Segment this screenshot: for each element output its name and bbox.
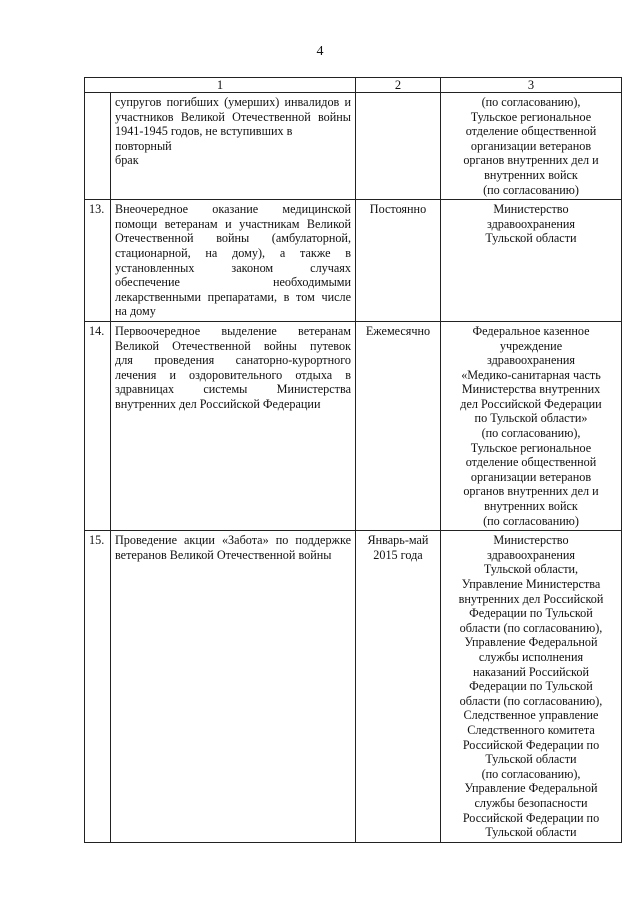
responsible-line: «Медико-санитарная часть <box>461 367 601 382</box>
activity-line: установленных законом случаях <box>115 260 351 275</box>
responsible-cell <box>441 200 622 322</box>
responsible-line: дел Российской Федерации <box>460 396 602 411</box>
term-line: Ежемесячно <box>365 323 431 338</box>
activity-line: здравницах системы Министерства <box>115 382 351 397</box>
activity-cell <box>111 93 356 200</box>
responsible-line: Следственное управление <box>463 708 599 723</box>
responsible-line: внутренних войск <box>484 499 578 514</box>
responsible-cell <box>441 321 622 530</box>
term-cell <box>356 93 441 200</box>
responsible-line: внутренних дел Российской <box>458 591 604 606</box>
row-number-cell: 13. <box>85 200 111 322</box>
row-number-cell: 14. <box>85 321 111 530</box>
activity-line: Великой Отечественной войны путевок <box>115 338 351 353</box>
activity-line: Первоочередное выделение ветеранам <box>115 323 351 338</box>
responsible-line: Тульское региональное <box>470 109 592 124</box>
activity-line: обеспечение необходимыми <box>115 275 351 290</box>
responsible-line: органов внутренних дел и <box>463 153 599 168</box>
activity-line: Отечественной войны (амбулаторной, <box>115 231 351 246</box>
responsible-cell <box>441 93 622 200</box>
term-line: Постоянно <box>369 202 427 217</box>
responsible-line: Управление Федеральной <box>464 635 598 650</box>
header-cell-2: 2 <box>356 78 441 93</box>
activity-line: Проведение акции «Забота» по поддержке <box>115 533 351 548</box>
activity-line: 1941-1945 годов, не вступивших в повторный <box>115 124 293 153</box>
responsible-line: Федерации по Тульской <box>469 679 593 694</box>
responsible-line: Федеральное казенное <box>472 323 590 338</box>
responsible-line: здравоохранения <box>486 216 576 231</box>
header-cell-1: 1 <box>85 78 356 93</box>
activity-cell <box>111 531 356 842</box>
responsible-line: наказаний Российской <box>473 664 589 679</box>
responsible-line: Министерство <box>493 202 569 217</box>
responsible-line: (по согласованию), <box>481 426 581 441</box>
activity-line: Внеочередное оказание медицинской <box>115 202 351 217</box>
responsible-line: Российской Федерации по <box>462 737 600 752</box>
activity-line: лекарственными препаратами, в том числе <box>115 289 351 304</box>
responsible-line: (по согласованию) <box>483 513 579 528</box>
activity-line: лечения и оздоровительного отдыха в <box>115 367 351 382</box>
responsible-line: здравоохранения <box>486 547 576 562</box>
responsible-line: Управление Федеральной <box>464 781 598 796</box>
activity-line: внутренних дел Российской Федерации <box>115 396 321 411</box>
term-line: 2015 года <box>373 547 423 562</box>
activity-plan-table <box>84 77 622 843</box>
responsible-line: учреждение <box>499 338 563 353</box>
activity-line: помощи ветеранам и участникам Великой <box>115 216 351 231</box>
activity-line: брак <box>115 153 139 168</box>
activity-cell <box>111 200 356 322</box>
responsible-line: Российской Федерации по <box>462 810 600 825</box>
term-cell <box>356 531 441 842</box>
row-number-cell <box>85 93 111 200</box>
responsible-line: Министерства внутренних <box>461 382 601 397</box>
table-header-row <box>85 78 622 93</box>
activity-line: на дому <box>115 304 156 319</box>
responsible-line: Следственного комитета <box>467 722 595 737</box>
responsible-line: (по согласованию) <box>483 182 579 197</box>
activity-line: стационарной, на дому), а также в <box>115 245 351 260</box>
responsible-line: по Тульской области» <box>474 411 588 426</box>
responsible-line: отделение общественной <box>465 455 597 470</box>
responsible-line: здравоохранения <box>486 353 576 368</box>
responsible-line: организации ветеранов <box>470 138 592 153</box>
row-number-cell: 15. <box>85 531 111 842</box>
activity-cell <box>111 321 356 530</box>
page-number: 4 <box>316 44 324 59</box>
responsible-line: внутренних войск <box>484 167 578 182</box>
activity-line: участников Великой Отечественной войны <box>115 109 351 124</box>
term-cell <box>356 200 441 322</box>
table-row-13 <box>85 200 622 322</box>
responsible-line: Тульской области <box>485 825 577 840</box>
responsible-line: Тульской области, <box>483 562 579 577</box>
responsible-line: Министерство <box>493 533 569 548</box>
activity-line: ветеранов Великой Отечественной войны <box>115 547 332 562</box>
responsible-line: службы исполнения <box>478 649 584 664</box>
term-line: Январь-май <box>367 533 429 548</box>
responsible-line: Тульской области <box>485 752 577 767</box>
table-row-14 <box>85 321 622 530</box>
responsible-line: (по согласованию), <box>481 766 581 781</box>
responsible-line: органов внутренних дел и <box>463 484 599 499</box>
responsible-line: службы безопасности <box>474 795 588 810</box>
responsible-line: области (по согласованию), <box>459 693 603 708</box>
responsible-line: Управление Министерства <box>461 577 601 591</box>
responsible-cell <box>441 531 622 842</box>
responsible-line: организации ветеранов <box>470 469 592 484</box>
responsible-line: Тульское региональное <box>470 440 592 455</box>
activity-line: для проведения санаторно-курортного <box>115 353 351 368</box>
responsible-line: Тульской области <box>485 231 577 246</box>
activity-line: супругов погибших (умерших) инвалидов и <box>115 95 351 109</box>
header-cell-3: 3 <box>441 78 622 93</box>
responsible-line: области (по согласованию), <box>459 620 603 635</box>
table-row-continued <box>85 93 622 200</box>
table-row-15 <box>85 531 622 842</box>
responsible-line: отделение общественной <box>465 124 597 139</box>
responsible-line: (по согласованию), <box>481 95 581 109</box>
responsible-line: Федерации по Тульской <box>469 606 593 621</box>
term-cell <box>356 321 441 530</box>
